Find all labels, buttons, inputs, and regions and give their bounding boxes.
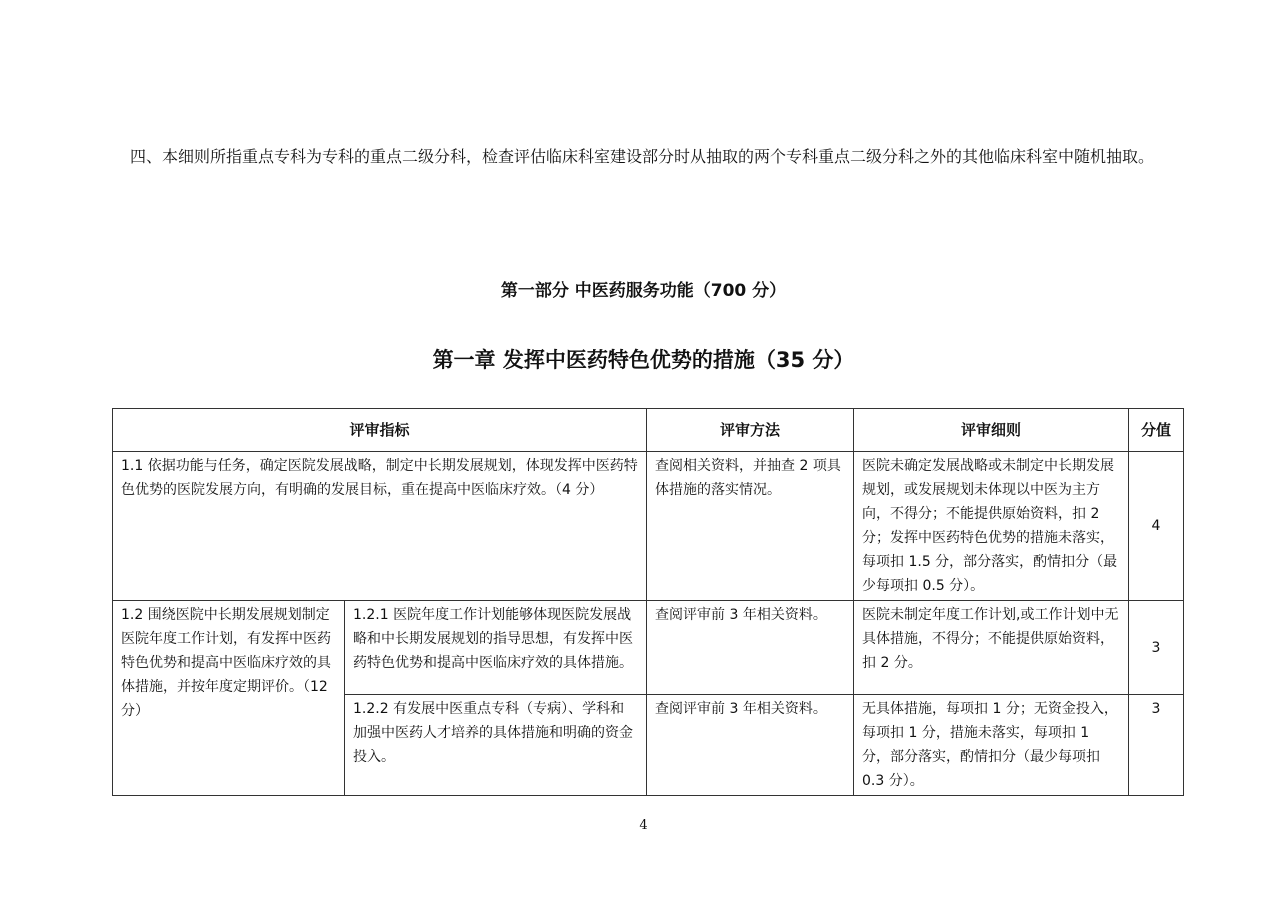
row2-1-method: 查阅评审前 3 年相关资料。 [647,601,854,695]
table-row [113,452,1184,601]
row2-1-item: 1.2.1 医院年度工作计划能够体现医院发展战略和中长期发展规划的指导思想，有发挥中医药特色优势和提高中医临床疗效的具体措施。 [345,601,647,695]
header-score: 分值 [1129,409,1184,452]
header-method: 评审方法 [647,409,854,452]
row2-2-method: 查阅评审前 3 年相关资料。 [647,695,854,796]
row1-rules: 医院未确定发展战略或未制定中长期发展规划，或发展规划未体现以中医为主方向，不得分；不能提供原始资料，扣 2 分；发挥中医药特色优势的措施未落实，每项扣 1.5 分，部分落实，酌情扣分（最少每项扣 0.5 分）。 [854,452,1129,601]
row2-2-item: 1.2.2 有发展中医重点专科（专病）、学科和加强中医药人才培养的具体措施和明确的资金投入。 [345,695,647,796]
row2-1-score: 3 [1129,601,1184,695]
row1-method: 查阅相关资料，并抽查 2 项具体措施的落实情况。 [647,452,854,601]
row1-score: 4 [1129,452,1184,601]
evaluation-table [112,408,1184,796]
intro-paragraph: 四、本细则所指重点专科为专科的重点二级分科，检查评估临床科室建设部分时从抽取的两个专科重点二级分科之外的其他临床科室中随机抽取。 [130,147,1155,166]
table-header-row [113,409,1184,452]
row2-2-rules: 无具体措施，每项扣 1 分；无资金投入，每项扣 1 分，措施未落实，每项扣 1 分，部分落实，酌情扣分（最少每项扣 0.3 分）。 [854,695,1129,796]
page-number: 4 [639,818,648,833]
part-title: 第一部分 中医药服务功能（700 分） [500,281,787,301]
row1-indicator: 1.1 依据功能与任务，确定医院发展战略，制定中长期发展规划，体现发挥中医药特色优势的医院发展方向，有明确的发展目标，重在提高中医临床疗效。（4 分） [113,452,647,601]
table-row [113,601,1184,695]
header-rules: 评审细则 [854,409,1129,452]
row2-1-rules: 医院未制定年度工作计划,或工作计划中无具体措施，不得分；不能提供原始资料，扣 2 分。 [854,601,1129,695]
row2-indicator: 1.2 围绕医院中长期发展规划制定医院年度工作计划，有发挥中医药特色优势和提高中医临床疗效的具体措施，并按年度定期评价。（12 分） [113,601,345,796]
row2-2-score: 3 [1129,695,1184,796]
header-indicator: 评审指标 [113,409,647,452]
chapter-title: 第一章 发挥中医药特色优势的措施（35 分） [432,348,855,372]
